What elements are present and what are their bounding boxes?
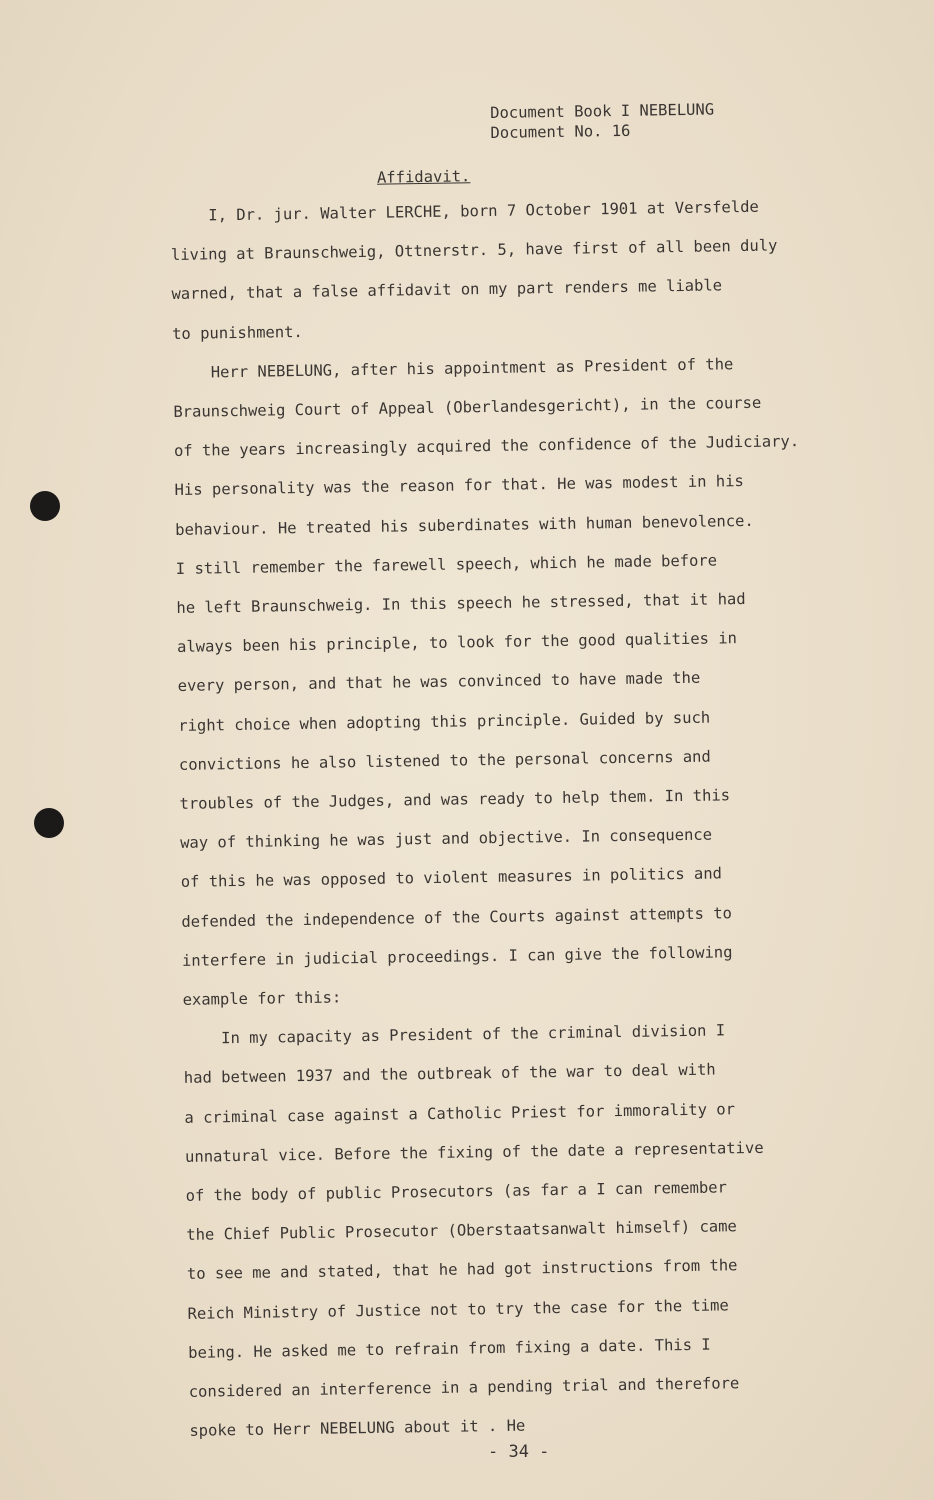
text-line: every person, and that he was convinced to have made the: [177, 669, 701, 696]
text-line: Braunschweig Court of Appeal (Oberlandesgericht), in the course: [173, 393, 762, 421]
text-line: In my capacity as President of the criminal division I: [221, 1021, 726, 1048]
text-line: Herr NEBELUNG, after his appointment as President of the: [210, 354, 734, 382]
text-line: interfere in judicial proceedings. I can give the following: [181, 943, 733, 970]
text-line: the Chief Public Prosecutor (Oberstaatsanwalt himself) came: [186, 1217, 737, 1245]
text-line: a criminal case against a Catholic Priest for immorality or: [184, 1099, 736, 1127]
text-line: I, Dr. jur. Walter LERCHE, born 7 October 1901 at Versfelde: [208, 197, 759, 225]
document-book-line: Document Book I NEBELUNG: [490, 100, 715, 122]
text-line: he left Braunschweig. In this speech he stressed, that it had: [176, 590, 746, 617]
text-line: behaviour. He treated his suberdinates with human benevolence.: [175, 511, 754, 539]
text-line: spoke to Herr NEBELUNG about it . He: [189, 1416, 526, 1441]
text-line: right choice when adopting this principle. Guided by such: [178, 708, 711, 735]
text-line: living at Braunschweig, Ottnerstr. 5, have first of all been duly: [170, 236, 778, 265]
text-line: of this he was opposed to violent measures in politics and: [180, 864, 723, 892]
text-line: warned, that a false affidavit on my part renders me liable: [171, 276, 723, 304]
text-line: of the body of public Prosecutors (as far a I can remember: [185, 1178, 728, 1205]
text-line: defended the independence of the Courts against attempts to: [181, 903, 733, 931]
text-line: example for this:: [182, 988, 342, 1009]
text-line: of the years increasingly acquired the confidence of the Judiciary.: [173, 432, 800, 461]
text-line: troubles of the Judges, and was ready to help them. In this: [179, 786, 731, 813]
text-line: unnatural vice. Before the fixing of the date a representative: [184, 1138, 764, 1166]
document-number-line: Document No. 16: [490, 121, 631, 142]
text-line: had between 1937 and the outbreak of the war to deal with: [183, 1061, 716, 1088]
text-line: always been his principle, to look for the good qualities in: [176, 629, 738, 657]
text-line: considered an interference in a pending trial and therefore: [188, 1374, 740, 1401]
affidavit-body: [170, 187, 850, 1452]
text-line: His personality was the reason for that. He was modest in his: [174, 472, 744, 500]
text-line: being. He asked me to refrain from fixing a date. This I: [188, 1335, 711, 1362]
text-line: way of thinking he was just and objective. In consequence: [180, 825, 713, 853]
text-line: Reich Ministry of Justice not to try the case for the time: [187, 1296, 729, 1323]
text-line: convictions he also listened to the personal concerns and: [178, 747, 711, 774]
text-line: to punishment.: [172, 322, 303, 343]
punch-hole-bottom: [34, 808, 64, 838]
punch-hole-top: [30, 491, 60, 521]
document-reference: [490, 99, 715, 143]
page-number: - 34 -: [488, 1442, 550, 1462]
page-title: Affidavit.: [376, 167, 471, 187]
text-line: to see me and stated, that he had got instructions from the: [186, 1256, 738, 1284]
text-line: I still remember the farewell speech, which he made before: [175, 551, 718, 578]
